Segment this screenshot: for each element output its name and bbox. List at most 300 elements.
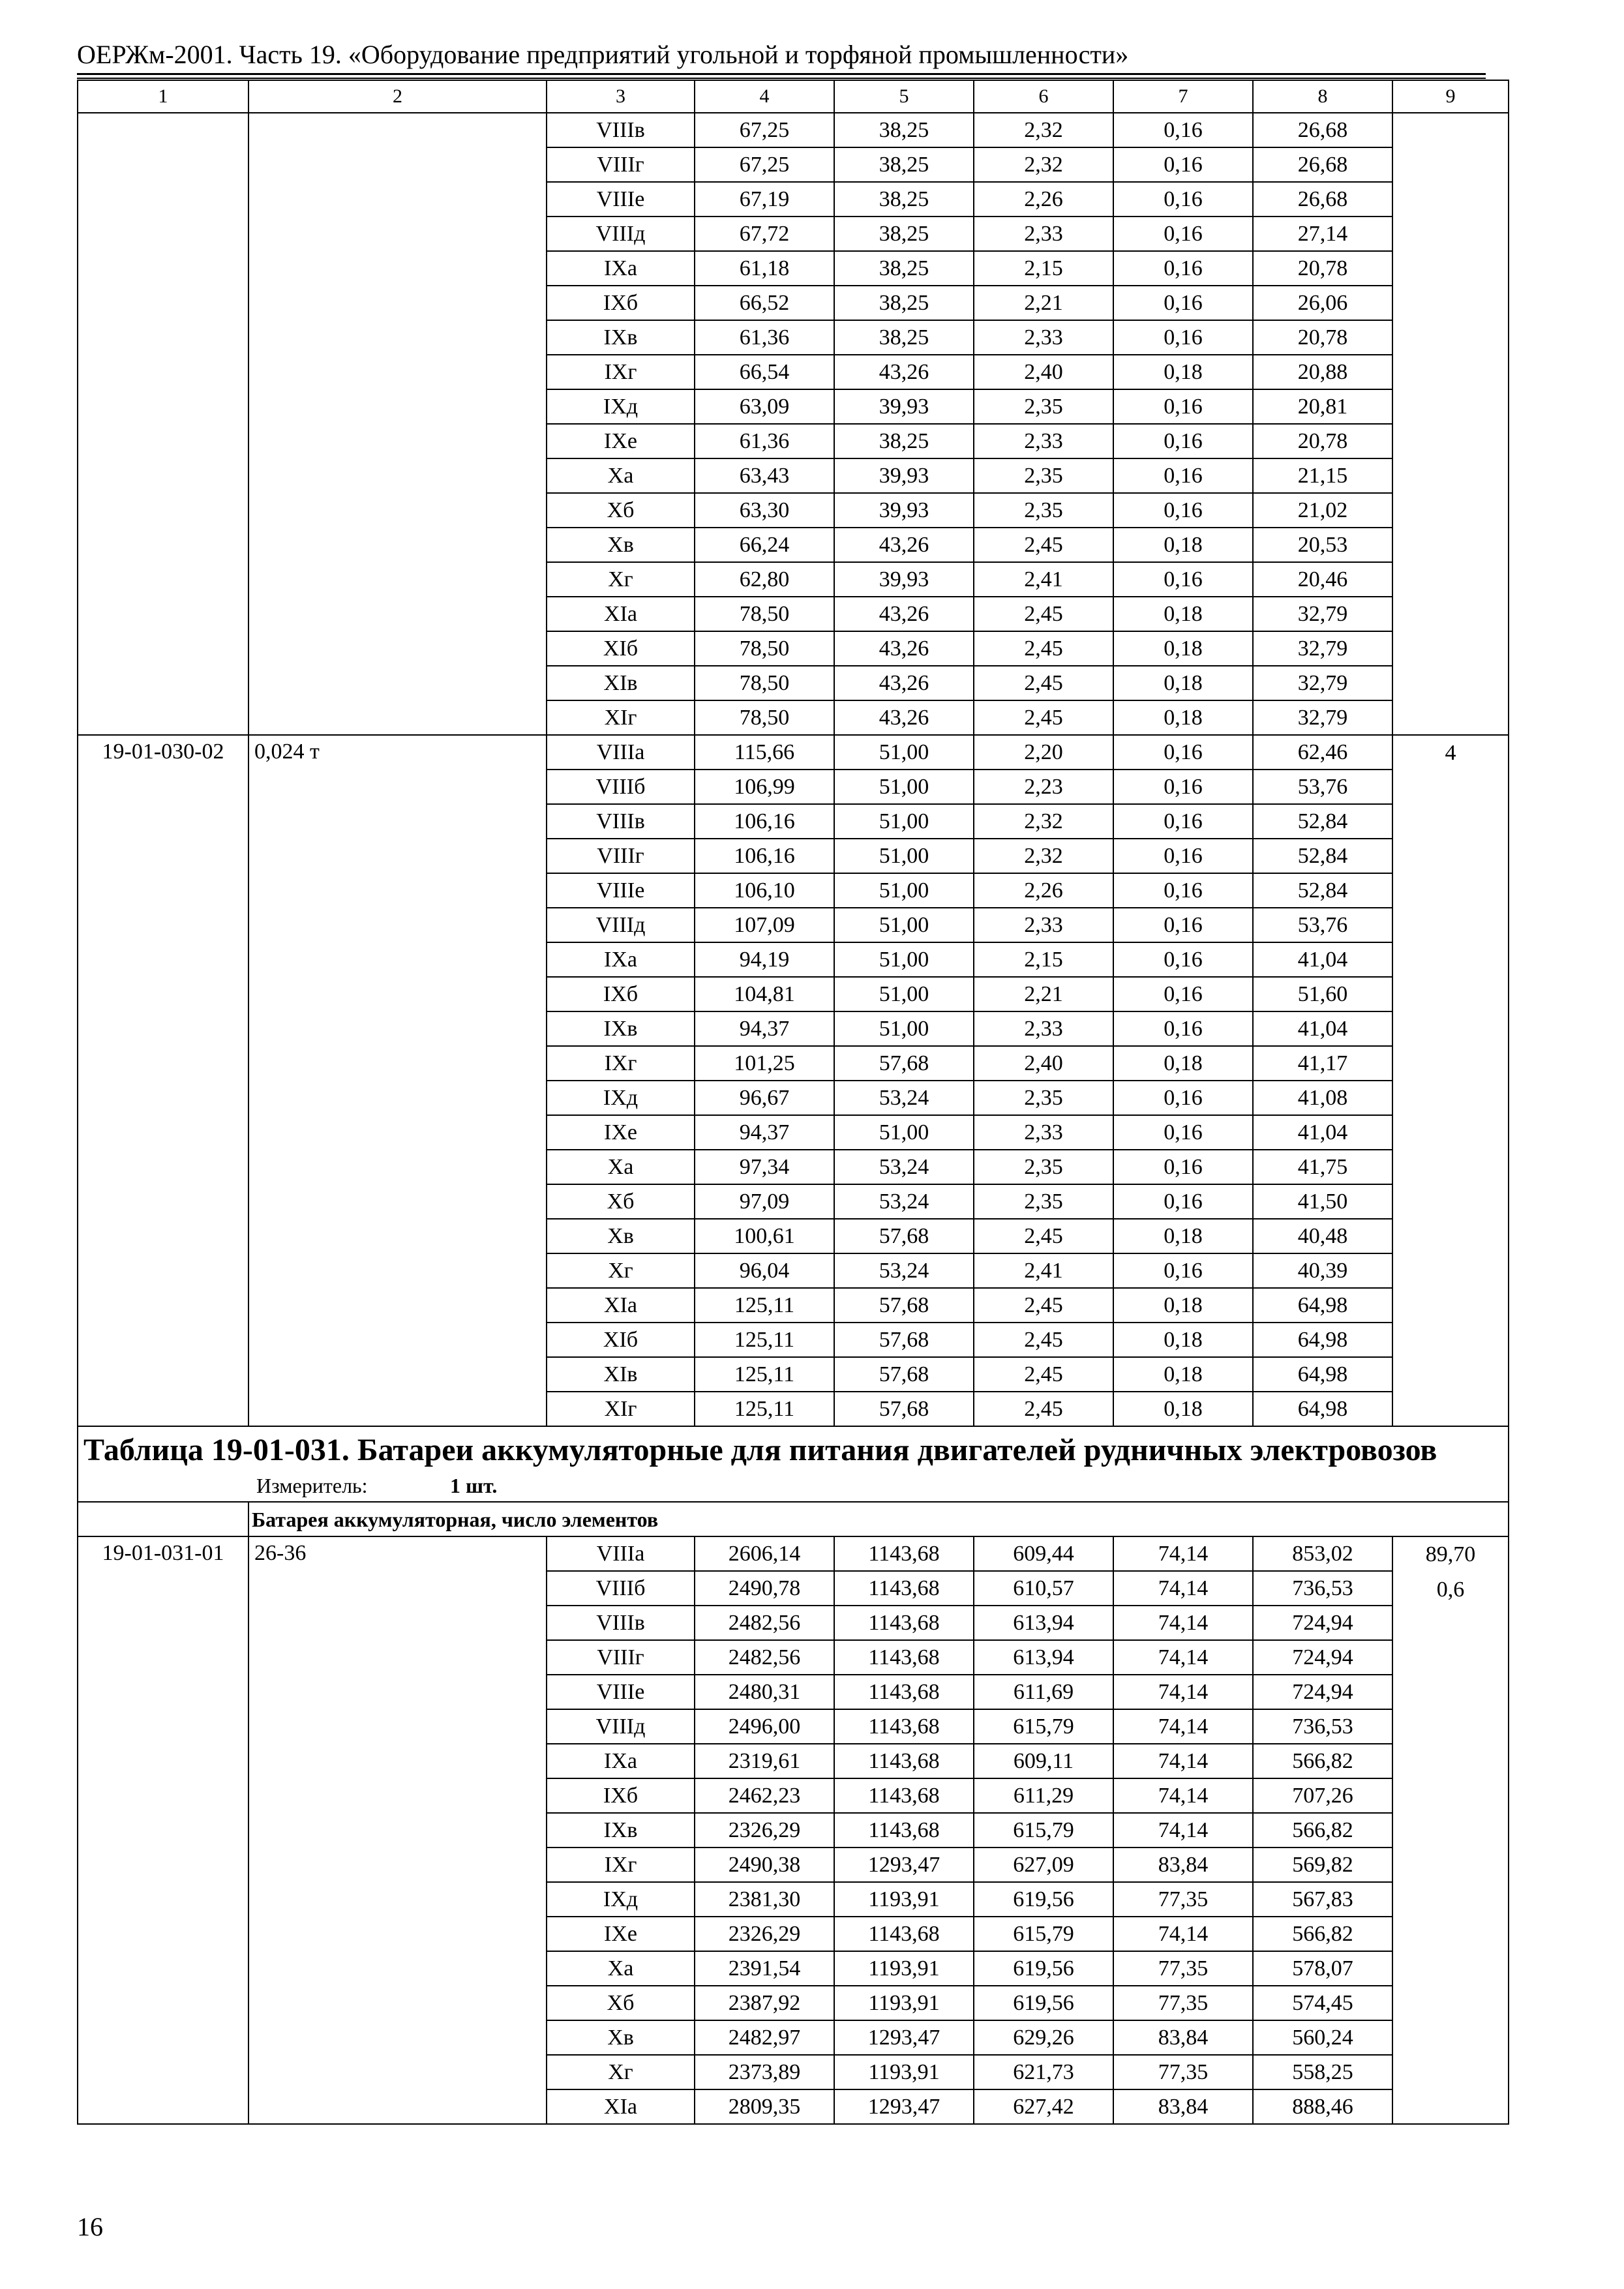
table-cell: Xа bbox=[547, 1951, 695, 1986]
table-cell: 2,35 bbox=[974, 1081, 1113, 1115]
table-cell: 101,25 bbox=[695, 1046, 834, 1081]
table-cell: VIIIг bbox=[547, 839, 695, 873]
table-cell: 0,16 bbox=[1113, 424, 1253, 458]
column-number: 3 bbox=[547, 80, 695, 113]
table-cell: 51,00 bbox=[834, 770, 974, 804]
table-cell: 40,39 bbox=[1253, 1253, 1392, 1288]
table-cell: 20,46 bbox=[1253, 562, 1392, 597]
table-cell: 2,35 bbox=[974, 1150, 1113, 1184]
table-cell: 615,79 bbox=[974, 1813, 1113, 1848]
table-cell: 67,25 bbox=[695, 147, 834, 182]
table-cell: 566,82 bbox=[1253, 1917, 1392, 1951]
table-cell: 2809,35 bbox=[695, 2089, 834, 2124]
table-cell: 57,68 bbox=[834, 1392, 974, 1426]
table-cell: 1293,47 bbox=[834, 1848, 974, 1882]
table-cell: 853,02 bbox=[1253, 1536, 1392, 1571]
table-cell: 2482,56 bbox=[695, 1640, 834, 1675]
table-cell: 1143,68 bbox=[834, 1813, 974, 1848]
table-cell: 2,45 bbox=[974, 700, 1113, 735]
table-cell: 20,88 bbox=[1253, 355, 1392, 389]
column-number: 8 bbox=[1253, 80, 1392, 113]
table-cell: 53,76 bbox=[1253, 908, 1392, 942]
table-cell: IXа bbox=[547, 1744, 695, 1778]
column-number: 4 bbox=[695, 80, 834, 113]
table-cell: 0,16 bbox=[1113, 1150, 1253, 1184]
table-cell: 2606,14 bbox=[695, 1536, 834, 1571]
table-cell: 2,40 bbox=[974, 355, 1113, 389]
table-cell: 43,26 bbox=[834, 355, 974, 389]
table-cell: 107,09 bbox=[695, 908, 834, 942]
table-cell: 38,25 bbox=[834, 251, 974, 286]
table-cell: 21,02 bbox=[1253, 493, 1392, 528]
table-cell: 83,84 bbox=[1113, 2020, 1253, 2055]
table-cell: 2,21 bbox=[974, 286, 1113, 320]
rate-code: 19-01-030-02 bbox=[78, 735, 248, 1426]
table-cell: 1143,68 bbox=[834, 1571, 974, 1606]
table-cell: XIа bbox=[547, 597, 695, 631]
table-cell: 0,16 bbox=[1113, 1011, 1253, 1046]
table-cell: 64,98 bbox=[1253, 1392, 1392, 1426]
table-cell: 57,68 bbox=[834, 1219, 974, 1253]
column-number: 6 bbox=[974, 80, 1113, 113]
table-cell: Xб bbox=[547, 1184, 695, 1219]
table-cell: XIв bbox=[547, 666, 695, 700]
column-number: 9 bbox=[1392, 80, 1509, 113]
table-cell: IXе bbox=[547, 1917, 695, 1951]
table-cell: 0,16 bbox=[1113, 1115, 1253, 1150]
table-cell: 0,16 bbox=[1113, 1184, 1253, 1219]
header-rule bbox=[77, 78, 1486, 79]
table-cell: 63,43 bbox=[695, 458, 834, 493]
table-cell: 0,18 bbox=[1113, 597, 1253, 631]
column-number: 1 bbox=[78, 80, 248, 113]
table-cell: Xа bbox=[547, 458, 695, 493]
table-cell: 39,93 bbox=[834, 458, 974, 493]
table-cell: IXд bbox=[547, 389, 695, 424]
table-cell: 67,25 bbox=[695, 113, 834, 147]
table-cell: VIIIе bbox=[547, 1675, 695, 1709]
table-cell: 64,98 bbox=[1253, 1357, 1392, 1392]
table-cell: 2,23 bbox=[974, 770, 1113, 804]
table-cell: 43,26 bbox=[834, 666, 974, 700]
table-cell: 51,00 bbox=[834, 839, 974, 873]
table-cell: 63,30 bbox=[695, 493, 834, 528]
table-cell: 0,16 bbox=[1113, 251, 1253, 286]
table-cell: 74,14 bbox=[1113, 1571, 1253, 1606]
table-cell: 0,16 bbox=[1113, 873, 1253, 908]
table-cell: 2,35 bbox=[974, 493, 1113, 528]
table-cell: 2,33 bbox=[974, 1011, 1113, 1046]
table-cell: 724,94 bbox=[1253, 1606, 1392, 1640]
table-cell: 96,04 bbox=[695, 1253, 834, 1288]
table-cell: VIIIг bbox=[547, 1640, 695, 1675]
table-cell: 2482,56 bbox=[695, 1606, 834, 1640]
table-cell: 32,79 bbox=[1253, 631, 1392, 666]
table-cell: 53,24 bbox=[834, 1081, 974, 1115]
table-cell: VIIIб bbox=[547, 770, 695, 804]
table-cell: 38,25 bbox=[834, 286, 974, 320]
table-cell: 2,45 bbox=[974, 1288, 1113, 1323]
table-cell: 0,18 bbox=[1113, 528, 1253, 562]
table-cell: 20,78 bbox=[1253, 251, 1392, 286]
table-cell: VIIIб bbox=[547, 1571, 695, 1606]
table-cell: IXд bbox=[547, 1882, 695, 1917]
note-value: 0,6 bbox=[1436, 1578, 1465, 1602]
table-cell: 0,16 bbox=[1113, 113, 1253, 147]
table-cell: Xв bbox=[547, 1219, 695, 1253]
table-cell: 1143,68 bbox=[834, 1778, 974, 1813]
table-cell: 41,50 bbox=[1253, 1184, 1392, 1219]
table-cell: 2,26 bbox=[974, 873, 1113, 908]
table-cell: 619,56 bbox=[974, 1951, 1113, 1986]
table-cell: 2,33 bbox=[974, 320, 1113, 355]
column-number: 2 bbox=[248, 80, 547, 113]
table-cell: 0,16 bbox=[1113, 286, 1253, 320]
table-cell: 26,06 bbox=[1253, 286, 1392, 320]
table-cell: IXб bbox=[547, 977, 695, 1011]
rate-notes bbox=[1392, 1536, 1509, 2124]
table-cell: 567,83 bbox=[1253, 1882, 1392, 1917]
table-cell: 39,93 bbox=[834, 493, 974, 528]
table-cell: 26,68 bbox=[1253, 147, 1392, 182]
table-cell: 41,04 bbox=[1253, 1011, 1392, 1046]
table-cell: 2462,23 bbox=[695, 1778, 834, 1813]
table-cell: 125,11 bbox=[695, 1392, 834, 1426]
table-cell: 94,37 bbox=[695, 1115, 834, 1150]
table-cell: Xв bbox=[547, 2020, 695, 2055]
table-cell: 0,16 bbox=[1113, 908, 1253, 942]
subheader: Батарея аккумуляторная, число элементов bbox=[248, 1502, 1509, 1536]
table-cell: 64,98 bbox=[1253, 1323, 1392, 1357]
table-cell: 2373,89 bbox=[695, 2055, 834, 2089]
table-cell: 74,14 bbox=[1113, 1709, 1253, 1744]
table-cell: 2480,31 bbox=[695, 1675, 834, 1709]
table-cell: 41,04 bbox=[1253, 1115, 1392, 1150]
table-cell: 724,94 bbox=[1253, 1675, 1392, 1709]
column-number: 7 bbox=[1113, 80, 1253, 113]
table-cell: 94,19 bbox=[695, 942, 834, 977]
table-cell: 115,66 bbox=[695, 735, 834, 770]
table-cell: 2,45 bbox=[974, 631, 1113, 666]
table-cell: 38,25 bbox=[834, 424, 974, 458]
running-header: ОЕРЖм-2001. Часть 19. «Оборудование предприятий угольной и торфяной промышленности» bbox=[77, 40, 1129, 69]
table-cell: 0,18 bbox=[1113, 1392, 1253, 1426]
table-cell: 736,53 bbox=[1253, 1571, 1392, 1606]
table-cell: 74,14 bbox=[1113, 1813, 1253, 1848]
table-cell: 64,98 bbox=[1253, 1288, 1392, 1323]
table-cell: 0,16 bbox=[1113, 942, 1253, 977]
table-cell: 2,21 bbox=[974, 977, 1113, 1011]
table-cell: 77,35 bbox=[1113, 1882, 1253, 1917]
table-cell: 2496,00 bbox=[695, 1709, 834, 1744]
table-cell: 66,52 bbox=[695, 286, 834, 320]
table-cell: 574,45 bbox=[1253, 1986, 1392, 2020]
rate-spec bbox=[248, 113, 547, 735]
table-cell: VIIIв bbox=[547, 113, 695, 147]
table-cell: 83,84 bbox=[1113, 2089, 1253, 2124]
table-cell: 566,82 bbox=[1253, 1744, 1392, 1778]
table-cell: 1143,68 bbox=[834, 1640, 974, 1675]
table-cell: 32,79 bbox=[1253, 666, 1392, 700]
table-cell: 1143,68 bbox=[834, 1917, 974, 1951]
table-cell: 2,35 bbox=[974, 1184, 1113, 1219]
table-cell: 74,14 bbox=[1113, 1744, 1253, 1778]
table-cell: 21,15 bbox=[1253, 458, 1392, 493]
table-cell: IXе bbox=[547, 424, 695, 458]
table-cell: 2326,29 bbox=[695, 1917, 834, 1951]
table-cell: 66,54 bbox=[695, 355, 834, 389]
table-cell: IXа bbox=[547, 942, 695, 977]
table-cell: 2,45 bbox=[974, 597, 1113, 631]
table-cell: 39,93 bbox=[834, 389, 974, 424]
table-cell: 20,78 bbox=[1253, 424, 1392, 458]
table-cell: 615,79 bbox=[974, 1917, 1113, 1951]
table-cell: 2,41 bbox=[974, 562, 1113, 597]
table-cell: 125,11 bbox=[695, 1288, 834, 1323]
table-cell: 2326,29 bbox=[695, 1813, 834, 1848]
table-cell: 57,68 bbox=[834, 1323, 974, 1357]
table-cell: IXв bbox=[547, 320, 695, 355]
table-cell: 74,14 bbox=[1113, 1778, 1253, 1813]
table-cell: 32,79 bbox=[1253, 597, 1392, 631]
table-cell: 0,18 bbox=[1113, 1219, 1253, 1253]
table-cell: 0,16 bbox=[1113, 804, 1253, 839]
table-cell: 66,24 bbox=[695, 528, 834, 562]
table-cell: 2,32 bbox=[974, 113, 1113, 147]
table-cell: 53,24 bbox=[834, 1253, 974, 1288]
column-number: 5 bbox=[834, 80, 974, 113]
table-cell: Xб bbox=[547, 1986, 695, 2020]
table-cell: VIIIд bbox=[547, 908, 695, 942]
table-cell: 2391,54 bbox=[695, 1951, 834, 1986]
table-cell: 610,57 bbox=[974, 1571, 1113, 1606]
table-cell: 2,33 bbox=[974, 1115, 1113, 1150]
table-cell: 2,32 bbox=[974, 839, 1113, 873]
table-cell: 0,18 bbox=[1113, 1357, 1253, 1392]
table-cell: Xа bbox=[547, 1150, 695, 1184]
meter-value: 1 шт. bbox=[450, 1474, 498, 1497]
table-cell: 0,16 bbox=[1113, 182, 1253, 217]
table-cell: 43,26 bbox=[834, 631, 974, 666]
table-cell: 78,50 bbox=[695, 666, 834, 700]
table-cell: Xг bbox=[547, 1253, 695, 1288]
table-cell: 2,33 bbox=[974, 424, 1113, 458]
table-cell: 2387,92 bbox=[695, 1986, 834, 2020]
table-cell: 1193,91 bbox=[834, 1882, 974, 1917]
table-cell: 78,50 bbox=[695, 700, 834, 735]
table-cell: 560,24 bbox=[1253, 2020, 1392, 2055]
table-cell: 78,50 bbox=[695, 597, 834, 631]
table-cell: 0,18 bbox=[1113, 1288, 1253, 1323]
table-cell: VIIIд bbox=[547, 1709, 695, 1744]
table-cell: 61,18 bbox=[695, 251, 834, 286]
table-cell: 125,11 bbox=[695, 1323, 834, 1357]
note-value: 89,70 bbox=[1425, 1542, 1476, 1566]
table-cell: 2,45 bbox=[974, 528, 1113, 562]
table-cell: 51,00 bbox=[834, 908, 974, 942]
meter-line bbox=[78, 1470, 1508, 1501]
table-cell: 74,14 bbox=[1113, 1640, 1253, 1675]
table-cell: 41,04 bbox=[1253, 942, 1392, 977]
table-cell: IXв bbox=[547, 1813, 695, 1848]
table-cell: 1293,47 bbox=[834, 2089, 974, 2124]
table-cell: XIа bbox=[547, 1288, 695, 1323]
table-cell: VIIIе bbox=[547, 182, 695, 217]
table-cell: 43,26 bbox=[834, 700, 974, 735]
table-cell: XIа bbox=[547, 2089, 695, 2124]
note-value: 4 bbox=[1445, 741, 1456, 765]
table-cell: IXе bbox=[547, 1115, 695, 1150]
table-cell: 2,45 bbox=[974, 1323, 1113, 1357]
table-cell: 2482,97 bbox=[695, 2020, 834, 2055]
table-cell: 77,35 bbox=[1113, 1951, 1253, 1986]
table-cell: 1193,91 bbox=[834, 1951, 974, 1986]
table-cell: 51,00 bbox=[834, 1011, 974, 1046]
table-cell: 41,08 bbox=[1253, 1081, 1392, 1115]
table-cell: 2,35 bbox=[974, 458, 1113, 493]
table-cell: 100,61 bbox=[695, 1219, 834, 1253]
table-cell: 51,00 bbox=[834, 804, 974, 839]
table-cell: 621,73 bbox=[974, 2055, 1113, 2089]
table-cell: 2,45 bbox=[974, 1392, 1113, 1426]
table-cell: 57,68 bbox=[834, 1288, 974, 1323]
table-cell: VIIIв bbox=[547, 804, 695, 839]
table-cell: 106,16 bbox=[695, 839, 834, 873]
table-cell: 2490,78 bbox=[695, 1571, 834, 1606]
rate-notes bbox=[1392, 113, 1509, 735]
subheader-row bbox=[78, 1502, 1509, 1536]
table-cell: XIг bbox=[547, 700, 695, 735]
table-cell: 104,81 bbox=[695, 977, 834, 1011]
table-cell: 2,41 bbox=[974, 1253, 1113, 1288]
table-cell: 1143,68 bbox=[834, 1606, 974, 1640]
table-cell: 2,40 bbox=[974, 1046, 1113, 1081]
table-cell: 0,18 bbox=[1113, 1323, 1253, 1357]
table-cell: 0,18 bbox=[1113, 355, 1253, 389]
table-cell: XIб bbox=[547, 1323, 695, 1357]
table-cell: Xг bbox=[547, 562, 695, 597]
table-cell: 2319,61 bbox=[695, 1744, 834, 1778]
table-cell: 2,45 bbox=[974, 1357, 1113, 1392]
table-cell: 41,75 bbox=[1253, 1150, 1392, 1184]
table-cell: 106,16 bbox=[695, 804, 834, 839]
table-cell: 74,14 bbox=[1113, 1536, 1253, 1571]
table-cell: 578,07 bbox=[1253, 1951, 1392, 1986]
table-cell: 724,94 bbox=[1253, 1640, 1392, 1675]
table-cell: 2381,30 bbox=[695, 1882, 834, 1917]
table-cell: 2,15 bbox=[974, 251, 1113, 286]
table-cell: 0,16 bbox=[1113, 458, 1253, 493]
table-cell: 38,25 bbox=[834, 113, 974, 147]
table-cell: 2,32 bbox=[974, 804, 1113, 839]
table-cell: Xб bbox=[547, 493, 695, 528]
table-cell: 26,68 bbox=[1253, 113, 1392, 147]
table-cell: 2,33 bbox=[974, 908, 1113, 942]
table-cell: 629,26 bbox=[974, 2020, 1113, 2055]
table-cell: 0,16 bbox=[1113, 1081, 1253, 1115]
table-cell: 2,32 bbox=[974, 147, 1113, 182]
table-cell: 94,37 bbox=[695, 1011, 834, 1046]
table-cell: 51,00 bbox=[834, 735, 974, 770]
table-cell: 2,33 bbox=[974, 217, 1113, 251]
table-cell: VIIIа bbox=[547, 735, 695, 770]
table-cell: 1293,47 bbox=[834, 2020, 974, 2055]
table-cell: 2490,38 bbox=[695, 1848, 834, 1882]
table-cell: 0,16 bbox=[1113, 977, 1253, 1011]
table-cell: IXд bbox=[547, 1081, 695, 1115]
table-cell: XIв bbox=[547, 1357, 695, 1392]
table-cell: XIг bbox=[547, 1392, 695, 1426]
table-cell: 43,26 bbox=[834, 597, 974, 631]
table-cell: 38,25 bbox=[834, 182, 974, 217]
table-cell: 51,00 bbox=[834, 1115, 974, 1150]
table-cell: 1143,68 bbox=[834, 1675, 974, 1709]
table-cell: Xв bbox=[547, 528, 695, 562]
table-cell: VIIIа bbox=[547, 1536, 695, 1571]
table-cell: 53,24 bbox=[834, 1150, 974, 1184]
table-cell: VIIIд bbox=[547, 217, 695, 251]
table-cell: 611,29 bbox=[974, 1778, 1113, 1813]
table-cell: 0,16 bbox=[1113, 147, 1253, 182]
table-cell: 0,18 bbox=[1113, 700, 1253, 735]
table-body bbox=[78, 80, 1509, 2124]
table-cell: 0,18 bbox=[1113, 1046, 1253, 1081]
table-cell: 106,99 bbox=[695, 770, 834, 804]
table-cell: 53,24 bbox=[834, 1184, 974, 1219]
table-cell: IXб bbox=[547, 286, 695, 320]
table-cell: 2,20 bbox=[974, 735, 1113, 770]
table-cell: Xг bbox=[547, 2055, 695, 2089]
table-cell: 736,53 bbox=[1253, 1709, 1392, 1744]
meter-label: Измеритель: bbox=[256, 1474, 368, 1497]
table-cell: 619,56 bbox=[974, 1882, 1113, 1917]
table-cell: 2,26 bbox=[974, 182, 1113, 217]
table-cell: 627,42 bbox=[974, 2089, 1113, 2124]
table-cell: 613,94 bbox=[974, 1640, 1113, 1675]
table-cell: IXа bbox=[547, 251, 695, 286]
table-cell: 707,26 bbox=[1253, 1778, 1392, 1813]
table-cell: 51,60 bbox=[1253, 977, 1392, 1011]
table-cell: 125,11 bbox=[695, 1357, 834, 1392]
table-cell: IXг bbox=[547, 1848, 695, 1882]
table-row bbox=[78, 113, 1509, 147]
table-cell: 106,10 bbox=[695, 873, 834, 908]
table-cell: 0,16 bbox=[1113, 1253, 1253, 1288]
table-cell: 52,84 bbox=[1253, 873, 1392, 908]
table-cell: 627,09 bbox=[974, 1848, 1113, 1882]
table-cell: 38,25 bbox=[834, 320, 974, 355]
table-row bbox=[78, 735, 1509, 770]
table-cell: XIб bbox=[547, 631, 695, 666]
rate-code bbox=[78, 113, 248, 735]
table-cell: 0,18 bbox=[1113, 631, 1253, 666]
table-cell: 57,68 bbox=[834, 1357, 974, 1392]
rates-table bbox=[77, 80, 1509, 2125]
table-cell: 2,35 bbox=[974, 389, 1113, 424]
table-cell: 53,76 bbox=[1253, 770, 1392, 804]
table-cell: 569,82 bbox=[1253, 1848, 1392, 1882]
table-cell: 2,45 bbox=[974, 1219, 1113, 1253]
table-cell: 611,69 bbox=[974, 1675, 1113, 1709]
header-rule bbox=[77, 73, 1486, 75]
column-numbers-row bbox=[78, 80, 1509, 113]
table-cell: 619,56 bbox=[974, 1986, 1113, 2020]
table-cell: 1143,68 bbox=[834, 1744, 974, 1778]
table-cell: 41,17 bbox=[1253, 1046, 1392, 1081]
table-cell: 1143,68 bbox=[834, 1709, 974, 1744]
table-cell: 888,46 bbox=[1253, 2089, 1392, 2124]
table-cell: 0,16 bbox=[1113, 735, 1253, 770]
